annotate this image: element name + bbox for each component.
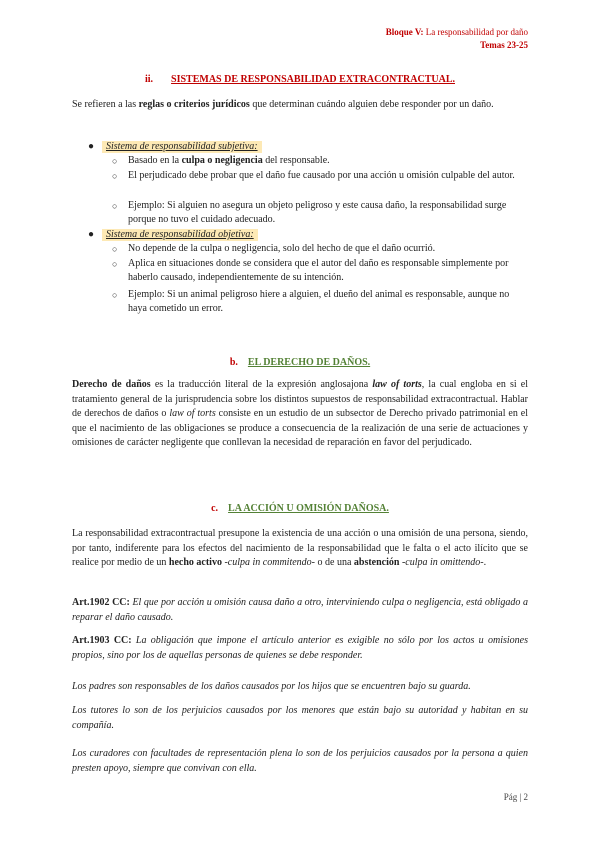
accion-paragraph: La responsabilidad extracontractual presupone la existencia de una acción o una omisión de una persona, siendo, por tanto, indiferente para los efectos del nacimiento de la responsabilidad que le falta o el acto ilícito que se realice por medio de un hecho activo -culpa in commitendo- o de una abstención -culpa in omittendo-. <box>72 528 528 568</box>
section-b-title: EL DERECHO DE DAÑOS. <box>247 357 371 368</box>
bullet-subjetiva <box>90 140 262 153</box>
section-c-heading <box>0 503 600 514</box>
intro-bold: reglas o criterios jurídicos <box>138 99 250 110</box>
circle-bullet-icon: ○ <box>112 201 118 211</box>
list-item: ○ Aplica en situaciones donde se considera que el autor del daño es responsable simplemente por haberlo causado, independientemente de su intención. <box>112 258 509 283</box>
list-item: ○ El perjudicado debe probar que el daño fue causado por una acción u omisión culpable del autor. <box>112 170 515 181</box>
circle-bullet-icon: ○ <box>112 259 118 269</box>
bullet-objetiva <box>90 228 258 241</box>
section-ii-heading <box>0 74 600 85</box>
page-number: Pág | 2 <box>503 792 528 802</box>
curadores-paragraph: Los curadores con facultades de representación plena lo son de los perjuicios causados por la persona a quien presten apoyo, siempre que convivan con ella. <box>72 748 528 774</box>
art-1903-label: Art.1903 CC: <box>72 635 132 646</box>
circle-bullet-icon: ○ <box>112 290 118 300</box>
list-item: ○ Basado en la culpa o negligencia del responsable. <box>112 155 330 166</box>
art-1902-paragraph: Art.1902 CC: El que por acción u omisión causa daño a otro, interviniendo culpa o negligencia, está obligado a reparar el daño causado. <box>72 597 528 623</box>
intro-paragraph: Se refieren a las reglas o criterios jurídicos que determinan cuándo alguien debe responder por un daño. <box>72 99 494 110</box>
header-temas: Temas 23-25 <box>480 40 528 50</box>
header-title: La responsabilidad por daño <box>423 27 528 37</box>
page-header <box>386 26 528 52</box>
circle-bullet-icon: ○ <box>112 156 118 166</box>
list-item: ○ No depende de la culpa o negligencia, solo del hecho de que el daño ocurrió. <box>112 243 436 254</box>
objetiva-label: Sistema de responsabilidad objetiva: <box>102 229 258 241</box>
section-c-number: c. <box>211 503 219 514</box>
section-c-title: LA ACCIÓN U OMISIÓN DAÑOSA. <box>228 503 389 514</box>
list-item: ○ Ejemplo: Si alguien no asegura un objeto peligroso y este causa daño, la responsabilidad surge porque no tuvo el cuidado adecuado. <box>112 200 507 225</box>
header-bloque: Bloque V: <box>385 27 424 37</box>
art-1903-paragraph: Art.1903 CC: La obligación que impone el artículo anterior es exigible no sólo por los actos u omisiones propios, sino por los de aquellas personas de quienes se debe responder. <box>72 635 528 661</box>
section-ii-number: ii. <box>144 74 154 85</box>
padres-paragraph: Los padres son responsables de los daños causados por los hijos que se encuentren bajo su guarda. <box>72 681 471 692</box>
circle-bullet-icon: ○ <box>112 244 118 254</box>
bullet-dot: ● <box>88 229 95 240</box>
section-b-heading <box>0 357 600 368</box>
bullet-dot: ● <box>88 141 95 152</box>
list-item: ○ Ejemplo: Si un animal peligroso hiere a alguien, el dueño del animal es responsable, aunque no haya cometido un error. <box>112 289 510 314</box>
tutores-paragraph: Los tutores lo son de los perjuicios causados por los menores que están bajo su autoridad y habitan en su compañía. <box>72 705 528 731</box>
subjetiva-label: Sistema de responsabilidad subjetiva: <box>102 141 262 153</box>
derecho-paragraph: Derecho de daños es la traducción literal de la expresión anglosajona law of torts, la cual engloba en si el tratamiento general de la jurisprudencia sobre los distintos supuestos de responsabilidad extracontractual. Hablar de derechos de daños o law of torts consiste en un estudio de un subsector de Derecho privado patrimonial en el que el nacimiento de las obligaciones se produce a consecuencia de la realización de una serie de actuaciones y omisiones de carácter negligente que conllevan la necesidad de reparación en favor del perjudicado. <box>72 379 529 448</box>
section-b-number: b. <box>229 357 238 368</box>
section-ii-title: SISTEMAS DE RESPONSABILIDAD EXTRACONTRACTUAL. <box>171 74 455 85</box>
art-1902-label: Art.1902 CC: <box>72 597 130 608</box>
circle-bullet-icon: ○ <box>112 171 118 181</box>
